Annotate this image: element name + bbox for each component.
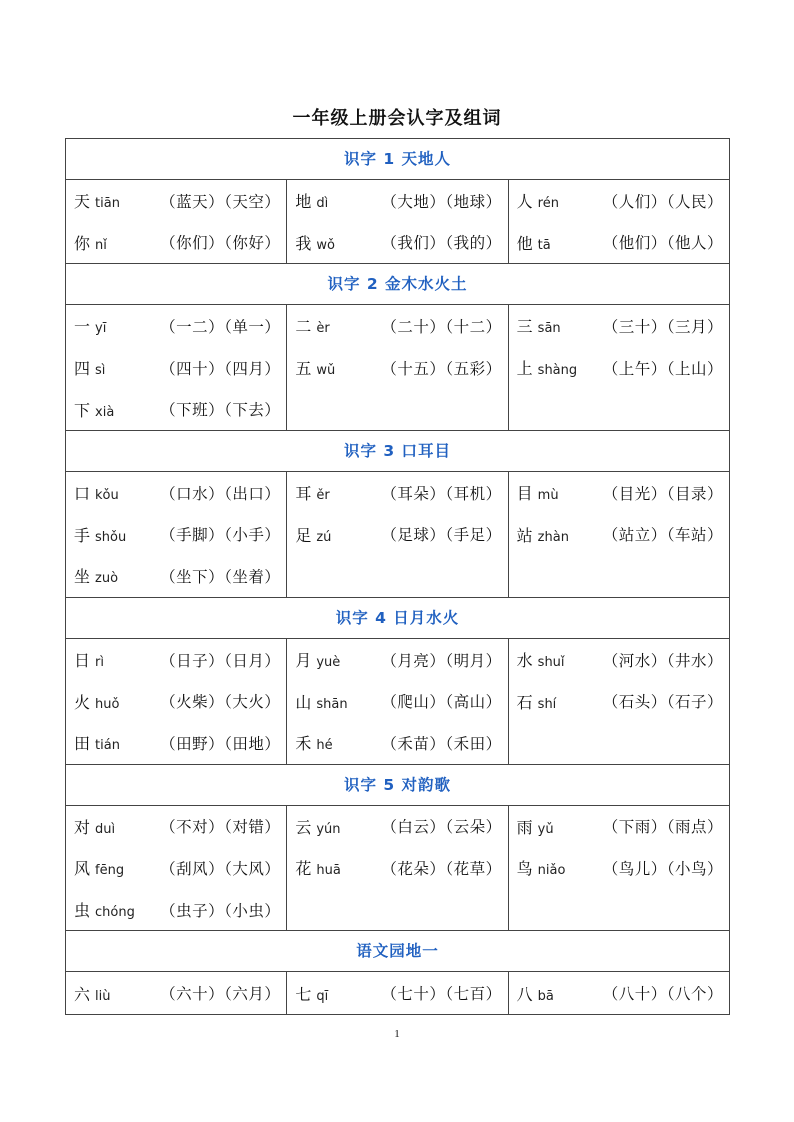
word-pairs: （蓝天）（天空） <box>160 192 281 211</box>
vocab-entry <box>295 889 501 931</box>
section-body <box>66 639 729 765</box>
hanzi: 水 <box>516 651 533 671</box>
section-header: 识字 3 口耳目 <box>66 431 729 472</box>
pinyin: duì <box>95 821 116 837</box>
vocab-entry <box>517 514 723 556</box>
vocab-entry <box>517 972 723 1014</box>
section-header: 语文园地一 <box>66 931 729 972</box>
pinyin: fēng <box>95 863 125 879</box>
pinyin: rén <box>537 196 559 212</box>
entry-head <box>74 856 124 879</box>
table-column <box>286 305 507 430</box>
hanzi: 对 <box>74 817 91 837</box>
table-column <box>508 972 729 1014</box>
pinyin: zhàn <box>537 529 569 545</box>
pinyin: hé <box>316 738 333 754</box>
hanzi: 八 <box>516 984 533 1004</box>
hanzi: 人 <box>516 192 533 212</box>
pinyin: zú <box>316 529 332 545</box>
pinyin: shuǐ <box>537 655 565 671</box>
entry-head <box>74 690 119 713</box>
hanzi: 二 <box>295 317 312 337</box>
word-pairs: （田野）（田地） <box>160 734 281 753</box>
vocab-entry <box>517 680 723 722</box>
table-column <box>286 180 507 263</box>
vocab-entry <box>74 305 280 347</box>
entry-head <box>295 648 340 671</box>
pinyin: nǐ <box>95 237 107 253</box>
entry-head <box>517 356 578 379</box>
section-header: 识字 2 金木水火土 <box>66 264 729 305</box>
hanzi: 五 <box>295 359 312 379</box>
vocab-table <box>65 138 730 1015</box>
entry-head <box>517 982 554 1005</box>
vocab-entry <box>517 722 723 764</box>
pinyin: shān <box>316 696 348 712</box>
vocab-entry <box>517 388 723 430</box>
table-column <box>508 472 729 597</box>
entry-head <box>295 189 328 212</box>
word-pairs: （花朵）（花草） <box>381 859 502 878</box>
word-pairs: （月亮）（明月） <box>381 651 502 670</box>
section-body <box>66 305 729 431</box>
word-pairs: （石头）（石子） <box>602 693 723 712</box>
entry-head <box>74 648 104 671</box>
pinyin: qī <box>316 988 329 1004</box>
hanzi: 一 <box>74 317 91 337</box>
hanzi: 他 <box>516 233 533 253</box>
pinyin: tián <box>95 738 120 754</box>
entry-head <box>74 356 105 379</box>
entry-head <box>74 564 118 587</box>
entry-head <box>74 898 135 921</box>
entry-head <box>517 690 557 713</box>
pinyin: huā <box>316 863 341 879</box>
table-column <box>508 639 729 764</box>
vocab-entry <box>74 472 280 514</box>
word-pairs: （不对）（对错） <box>160 818 281 837</box>
entry-head <box>74 398 114 421</box>
vocab-entry <box>295 305 501 347</box>
pinyin: dì <box>316 196 329 212</box>
entry-head <box>74 231 107 254</box>
vocab-entry <box>517 889 723 931</box>
table-column <box>286 972 507 1014</box>
hanzi: 云 <box>295 817 312 837</box>
table-column <box>508 806 729 931</box>
word-pairs: （他们）（他人） <box>602 234 723 253</box>
table-column <box>66 639 286 764</box>
section-header: 识字 4 日月水火 <box>66 598 729 639</box>
pinyin: shǒu <box>95 529 127 545</box>
section-body <box>66 472 729 598</box>
pinyin: shí <box>537 696 557 712</box>
vocab-entry <box>295 222 501 264</box>
hanzi: 风 <box>74 859 91 879</box>
hanzi: 禾 <box>295 734 312 754</box>
table-column <box>286 472 507 597</box>
entry-head <box>295 314 329 337</box>
entry-head <box>295 356 335 379</box>
entry-head <box>295 982 328 1005</box>
section-header: 识字 1 天地人 <box>66 139 729 180</box>
pinyin: yī <box>95 321 107 337</box>
table-column <box>66 806 286 931</box>
hanzi: 花 <box>295 859 312 879</box>
pinyin: mù <box>537 488 559 504</box>
pinyin: bā <box>537 988 554 1004</box>
vocab-entry <box>295 514 501 556</box>
hanzi: 站 <box>516 525 533 545</box>
hanzi: 坐 <box>74 567 91 587</box>
hanzi: 天 <box>74 192 91 212</box>
word-pairs: （十五）（五彩） <box>381 359 502 378</box>
word-pairs: （虫子）（小虫） <box>160 901 281 920</box>
word-pairs: （禾苗）（禾田） <box>381 734 502 753</box>
pinyin: niǎo <box>537 863 566 879</box>
pinyin: wǒ <box>316 237 335 253</box>
pinyin: xià <box>95 404 115 420</box>
pinyin: yún <box>316 821 341 837</box>
entry-head <box>295 523 331 546</box>
pinyin: tiān <box>95 196 120 212</box>
entry-head <box>517 523 569 546</box>
word-pairs: （一二）（单一） <box>160 317 281 336</box>
vocab-entry <box>74 806 280 848</box>
word-pairs: （目光）（目录） <box>602 484 723 503</box>
table-column <box>66 972 286 1014</box>
vocab-entry <box>517 305 723 347</box>
word-pairs: （河水）（井水） <box>602 651 723 670</box>
entry-head <box>295 856 340 879</box>
word-pairs: （站立）（车站） <box>602 526 723 545</box>
word-pairs: （七十）（七百） <box>381 985 502 1004</box>
table-column <box>508 305 729 430</box>
vocab-entry <box>295 472 501 514</box>
word-pairs: （大地）（地球） <box>381 192 502 211</box>
vocab-entry <box>295 388 501 430</box>
vocab-entry <box>295 806 501 848</box>
word-pairs: （耳朵）（耳机） <box>381 484 502 503</box>
pinyin: liù <box>95 988 111 1004</box>
hanzi: 下 <box>74 400 91 420</box>
vocab-entry <box>295 639 501 681</box>
entry-head <box>517 648 565 671</box>
entry-head <box>517 481 559 504</box>
entry-head <box>517 231 551 254</box>
hanzi: 口 <box>74 484 91 504</box>
entry-head <box>517 189 559 212</box>
vocab-entry <box>74 680 280 722</box>
pinyin: tā <box>537 237 551 253</box>
hanzi: 日 <box>74 651 91 671</box>
vocab-entry <box>74 388 280 430</box>
vocab-entry <box>295 847 501 889</box>
vocab-entry <box>517 180 723 222</box>
vocab-entry <box>74 555 280 597</box>
hanzi: 月 <box>295 651 312 671</box>
vocab-entry <box>74 222 280 264</box>
vocab-entry <box>295 722 501 764</box>
vocab-entry <box>517 555 723 597</box>
table-column <box>286 639 507 764</box>
word-pairs: （六十）（六月） <box>160 985 281 1004</box>
word-pairs: （白云）（云朵） <box>381 818 502 837</box>
word-pairs: （我们）（我的） <box>381 234 502 253</box>
entry-head <box>74 815 115 838</box>
vocab-entry <box>295 555 501 597</box>
entry-head <box>517 856 566 879</box>
word-pairs: （上午）（上山） <box>602 359 723 378</box>
word-pairs: （刮风）（大风） <box>160 859 281 878</box>
hanzi: 你 <box>74 233 91 253</box>
vocab-entry <box>74 847 280 889</box>
hanzi: 我 <box>295 233 312 253</box>
word-pairs: （三十）（三月） <box>602 317 723 336</box>
vocab-entry <box>517 222 723 264</box>
hanzi: 虫 <box>74 901 91 921</box>
pinyin: huǒ <box>95 696 120 712</box>
table-column <box>66 180 286 263</box>
entry-head <box>295 815 340 838</box>
entry-head <box>74 481 119 504</box>
vocab-entry <box>74 639 280 681</box>
pinyin: wǔ <box>316 363 336 379</box>
vocab-entry <box>74 180 280 222</box>
word-pairs: （人们）（人民） <box>602 192 723 211</box>
hanzi: 足 <box>295 525 312 545</box>
word-pairs: （八十）（八个） <box>602 985 723 1004</box>
hanzi: 田 <box>74 734 91 754</box>
hanzi: 耳 <box>295 484 312 504</box>
section-header: 识字 5 对韵歌 <box>66 765 729 806</box>
pinyin: rì <box>95 655 104 671</box>
word-pairs: （你们）（你好） <box>160 234 281 253</box>
pinyin: chóng <box>95 905 135 921</box>
vocab-entry <box>517 472 723 514</box>
hanzi: 地 <box>295 192 312 212</box>
hanzi: 上 <box>516 359 533 379</box>
hanzi: 七 <box>295 984 312 1004</box>
word-pairs: （坐下）（坐着） <box>160 567 281 586</box>
table-column <box>66 472 286 597</box>
pinyin: shàng <box>537 363 578 379</box>
vocab-entry <box>517 806 723 848</box>
hanzi: 山 <box>295 692 312 712</box>
pinyin: yuè <box>316 655 341 671</box>
table-column <box>286 806 507 931</box>
pinyin: èr <box>316 321 330 337</box>
entry-head <box>295 231 335 254</box>
entry-head <box>74 523 126 546</box>
word-pairs: （火柴）（大火） <box>160 693 281 712</box>
section-body <box>66 806 729 932</box>
entry-head <box>74 731 120 754</box>
vocab-entry <box>295 680 501 722</box>
word-pairs: （口水）（出口） <box>160 484 281 503</box>
hanzi: 三 <box>516 317 533 337</box>
vocab-entry <box>295 972 501 1014</box>
vocab-entry <box>74 514 280 556</box>
entry-head <box>74 314 106 337</box>
pinyin: sì <box>95 363 106 379</box>
hanzi: 手 <box>74 525 91 545</box>
word-pairs: （下雨）（雨点） <box>602 818 723 837</box>
pinyin: kǒu <box>95 488 119 504</box>
word-pairs: （日子）（日月） <box>160 651 281 670</box>
vocab-entry <box>74 347 280 389</box>
vocab-entry <box>74 972 280 1014</box>
entry-head <box>295 690 347 713</box>
vocab-entry <box>517 639 723 681</box>
page-title: 一年级上册会认字及组词 <box>292 108 502 129</box>
vocab-entry <box>517 347 723 389</box>
hanzi: 石 <box>516 692 533 712</box>
entry-head <box>295 731 332 754</box>
vocab-entry <box>74 722 280 764</box>
word-pairs: （爬山）（高山） <box>381 693 502 712</box>
table-column <box>66 305 286 430</box>
hanzi: 四 <box>74 359 91 379</box>
entry-head <box>295 481 329 504</box>
vocab-entry <box>295 347 501 389</box>
table-column <box>508 180 729 263</box>
word-pairs: （手脚）（小手） <box>160 526 281 545</box>
word-pairs: （四十）（四月） <box>160 359 281 378</box>
word-pairs: （足球）（手足） <box>381 526 502 545</box>
entry-head <box>517 815 554 838</box>
vocab-entry <box>517 847 723 889</box>
word-pairs: （二十）（十二） <box>381 317 502 336</box>
hanzi: 六 <box>74 984 91 1004</box>
section-body <box>66 972 729 1014</box>
pinyin: sān <box>537 321 561 337</box>
page-number: 1 <box>394 1028 400 1040</box>
hanzi: 火 <box>74 692 91 712</box>
section-body <box>66 180 729 264</box>
word-pairs: （鸟儿）（小鸟） <box>602 859 723 878</box>
entry-head <box>74 982 110 1005</box>
word-pairs: （下班）（下去） <box>160 401 281 420</box>
vocab-entry <box>295 180 501 222</box>
pinyin: yǔ <box>537 821 554 837</box>
entry-head <box>517 314 561 337</box>
vocab-entry <box>74 889 280 931</box>
entry-head <box>74 189 120 212</box>
hanzi: 雨 <box>516 817 533 837</box>
pinyin: ěr <box>316 488 330 504</box>
hanzi: 鸟 <box>516 859 533 879</box>
pinyin: zuò <box>95 571 119 587</box>
hanzi: 目 <box>516 484 533 504</box>
